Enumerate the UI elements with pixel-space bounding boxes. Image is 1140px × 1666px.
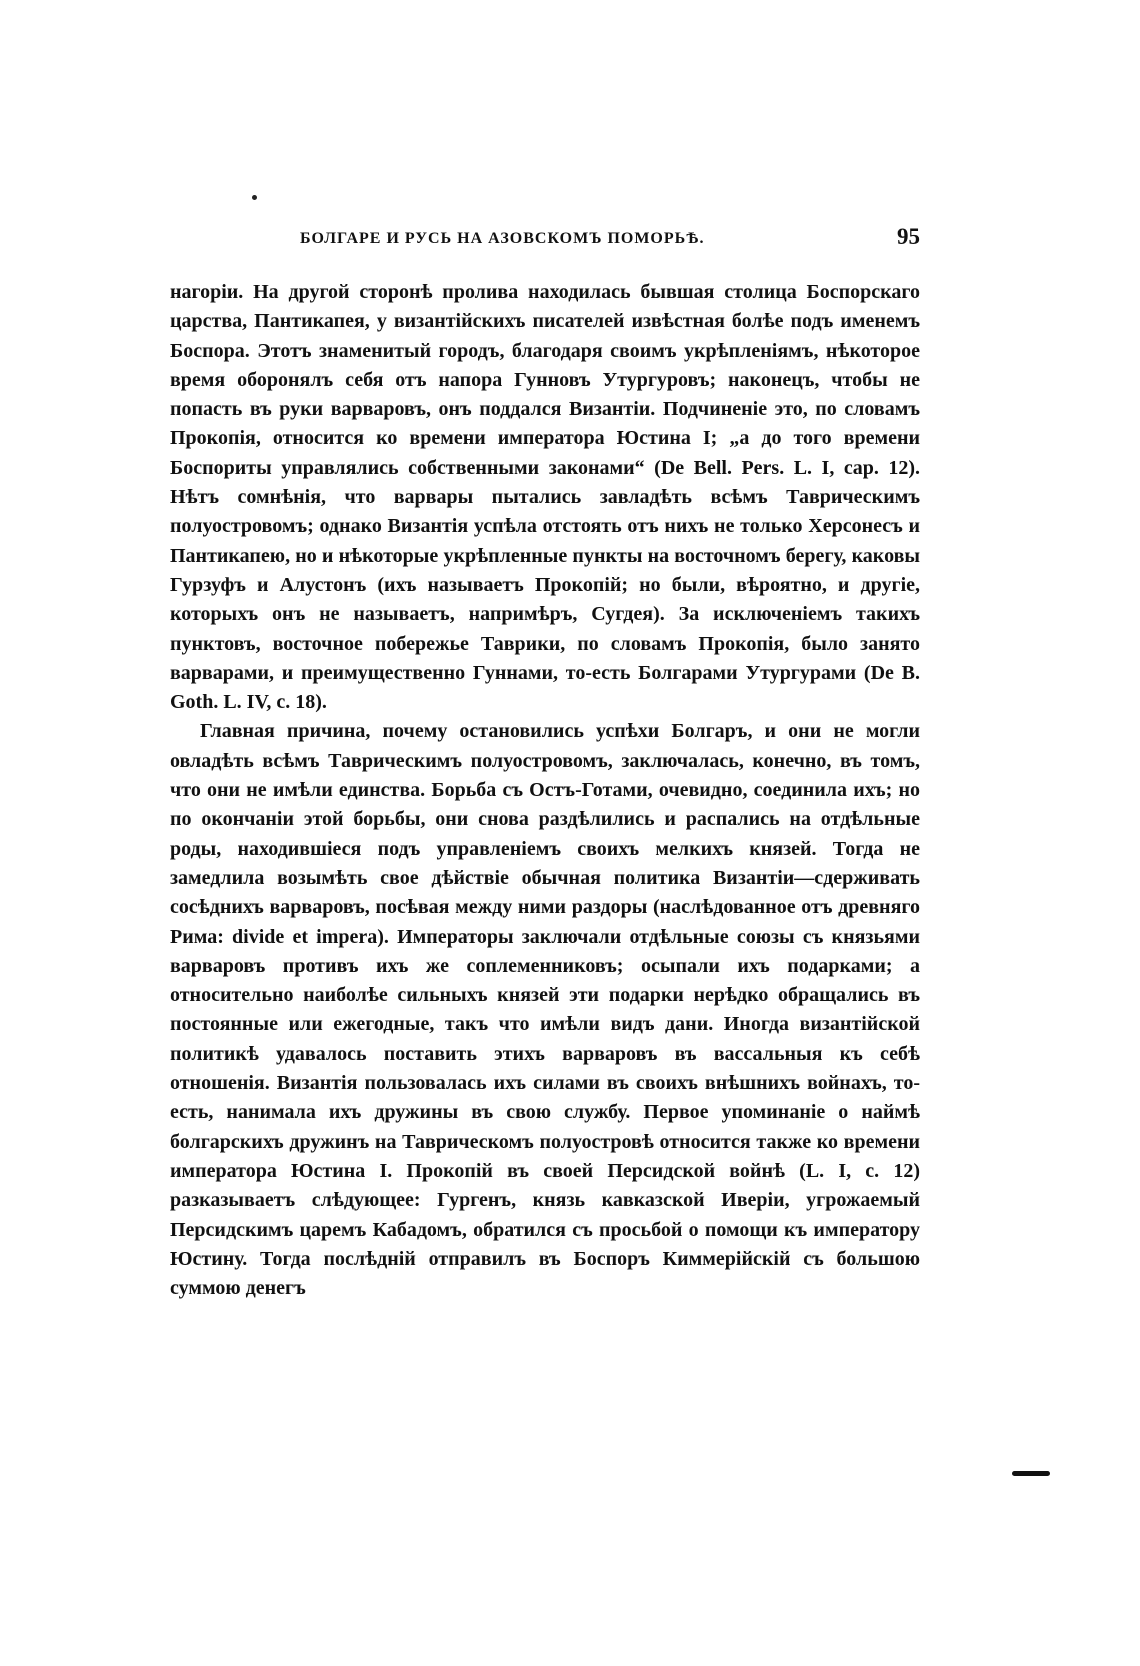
stray-dot-mark xyxy=(252,195,257,200)
paragraph-1: нагоріи. На другой сторонѣ пролива находилась бывшая столица Боспорскаго царства, Пантикапея, у византійскихъ писателей извѣстная болѣе подъ именемъ Боспора. Этотъ знаменитый городъ, благодаря своимъ укрѣпленіямъ, нѣкоторое время оборонялъ себя отъ напора Гунновъ Утургуровъ; наконецъ, чтобы не попасть въ руки варваровъ, онъ поддался Византіи. Подчиненіе это, по словамъ Прокопія, относится ко времени императора Юстина I; „а до того времени Боспориты управлялись собственными законами“ (De Bell. Pers. L. I, cap. 12). Нѣтъ сомнѣнія, что варвары пытались завладѣть всѣмъ Таврическимъ полуостровомъ; однако Византія успѣла отстоять отъ нихъ не только Херсонесъ и Пантикапею, но и нѣкоторые укрѣпленные пункты на восточномъ берегу, каковы Гурзуфъ и Алустонъ (ихъ называетъ Прокопій; но были, вѣроятно, и другіе, которыхъ онъ не называетъ, напримѣръ, Сугдея). За исключеніемъ такихъ пунктовъ, восточное побережье Таврики, по словамъ Прокопія, было занято варварами, и преимущественно Гуннами, то-есть Болгарами Утургурами (De B. Goth. L. IV, c. 18). xyxy=(170,281,920,714)
body-text xyxy=(170,278,920,1303)
running-header xyxy=(170,226,920,256)
margin-dash-mark xyxy=(1012,1471,1050,1476)
running-title: БОЛГАРЕ И РУСЬ НА АЗОВСКОМЪ ПОМОРЬѢ. xyxy=(300,230,705,247)
paragraph-2: Главная причина, почему остановились успѣхи Болгаръ, и они не могли овладѣть всѣмъ Таврическимъ полуостровомъ, заключалась, конечно, въ томъ, что они не имѣли единства. Борьба съ Остъ-Готами, очевидно, соединила ихъ; но по окончаніи этой борьбы, они снова раздѣлились и распались на отдѣльные роды, находившіеся подъ управленіемъ своихъ мелкихъ князей. Тогда не замедлила возымѣть свое дѣйствіе обычная политика Византіи—сдерживать сосѣднихъ варваровъ, посѣвая между ними раздоры (наслѣдованное отъ древняго Рима: divide et impera). Императоры заключали отдѣльные союзы съ князьями варваровъ противъ ихъ же соплеменниковъ; осыпали ихъ подарками; а относительно наиболѣе сильныхъ князей эти подарки нерѣдко обращались въ постоянные или ежегодные, такъ что имѣли видъ дани. Иногда византійской политикѣ удавалось поставить этихъ варваровъ въ вассальныя къ себѣ отношенія. Византія пользовалась ихъ силами въ своихъ внѣшнихъ войнахъ, то-есть, нанимала ихъ дружины въ свою службу. Первое упоминаніе о наймѣ болгарскихъ дружинъ на Таврическомъ полуостровѣ относится также ко времени императора Юстина I. Прокопій въ своей Персидской войнѣ (L. I, c. 12) разказываетъ слѣдующее: Гургенъ, князь кавказской Иверіи, угрожаемый Персидскимъ царемъ Кабадомъ, обратился съ просьбой о помощи къ императору Юстину. Тогда послѣдній отправилъ въ Боспоръ Киммерійскій съ большою суммою денегъ xyxy=(170,720,920,1300)
page-number: 95 xyxy=(897,224,920,249)
